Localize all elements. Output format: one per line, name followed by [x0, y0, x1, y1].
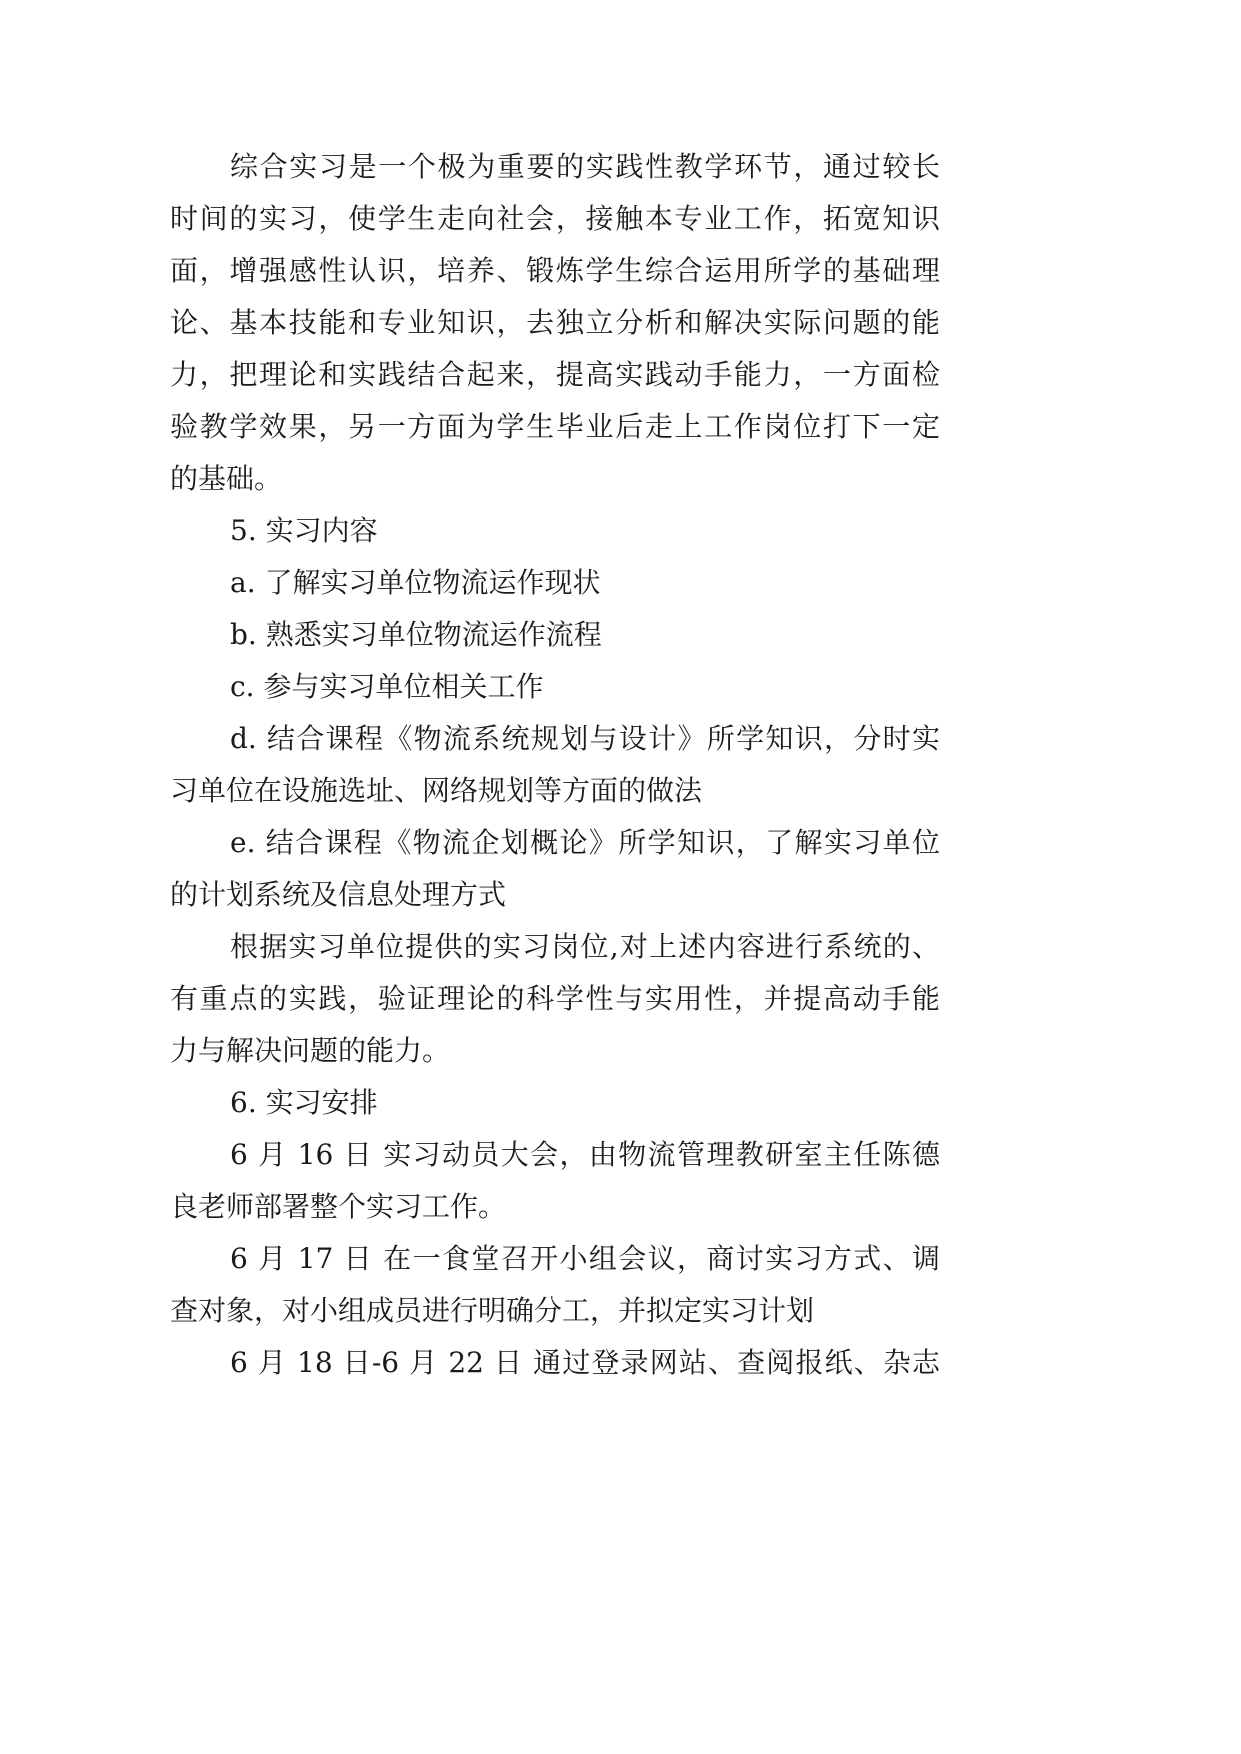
text-line: 面，增强感性认识，培养、锻炼学生综合运用所学的基础理 — [170, 254, 940, 287]
schedule-entry-0618-0622 — [170, 1337, 940, 1389]
text-line: 时间的实习，使学生走向社会，接触本专业工作，拓宽知识 — [170, 202, 940, 235]
schedule-entry-0616 — [170, 1129, 940, 1233]
heading-line: 6. 实习安排 — [230, 1086, 378, 1119]
text-line: c. 参与实习单位相关工作 — [230, 670, 544, 703]
text-line: 根据实习单位提供的实习岗位,对上述内容进行系统的、 — [230, 930, 940, 963]
text-line: b. 熟悉实习单位物流运作流程 — [230, 618, 602, 651]
paragraph-summary — [170, 921, 940, 1077]
text-line: e. 结合课程《物流企划概论》所学知识，了解实习单位 — [230, 826, 940, 859]
text-line: 良老师部署整个实习工作。 — [170, 1190, 507, 1223]
text-line: 有重点的实践，验证理论的科学性与实用性，并提高动手能 — [170, 982, 940, 1015]
text-line: 6 月 16 日 实习动员大会，由物流管理教研室主任陈德 — [230, 1138, 940, 1171]
list-item-e — [170, 817, 940, 921]
list-item-b — [170, 609, 940, 661]
heading-line: 5. 实习内容 — [230, 514, 378, 547]
text-line: a. 了解实习单位物流运作现状 — [230, 566, 601, 599]
text-line: d. 结合课程《物流系统规划与设计》所学知识，分时实 — [230, 722, 940, 755]
text-line: 论、基本技能和专业知识，去独立分析和解决实际问题的能 — [170, 306, 940, 339]
text-line: 力与解决问题的能力。 — [170, 1034, 451, 1067]
text-line: 综合实习是一个极为重要的实践性教学环节，通过较长 — [230, 150, 940, 183]
document-body — [170, 141, 940, 1389]
section-heading-content — [170, 505, 940, 557]
list-item-c — [170, 661, 940, 713]
text-line: 验教学效果，另一方面为学生毕业后走上工作岗位打下一定 — [170, 410, 940, 443]
section-heading-schedule — [170, 1077, 940, 1129]
text-line: 的计划系统及信息处理方式 — [170, 878, 507, 911]
text-line: 力，把理论和实践结合起来，提高实践动手能力，一方面检 — [170, 358, 940, 391]
list-item-a — [170, 557, 940, 609]
text-line: 的基础。 — [170, 462, 283, 495]
text-line: 6 月 17 日 在一食堂召开小组会议，商讨实习方式、调 — [230, 1242, 940, 1275]
text-line: 查对象，对小组成员进行明确分工，并拟定实习计划 — [170, 1294, 815, 1327]
paragraph-intro — [170, 141, 940, 505]
list-item-d — [170, 713, 940, 817]
text-line: 6 月 18 日-6 月 22 日 通过登录网站、查阅报纸、杂志 — [230, 1346, 940, 1379]
text-line: 习单位在设施选址、网络规划等方面的做法 — [170, 774, 703, 807]
schedule-entry-0617 — [170, 1233, 940, 1337]
